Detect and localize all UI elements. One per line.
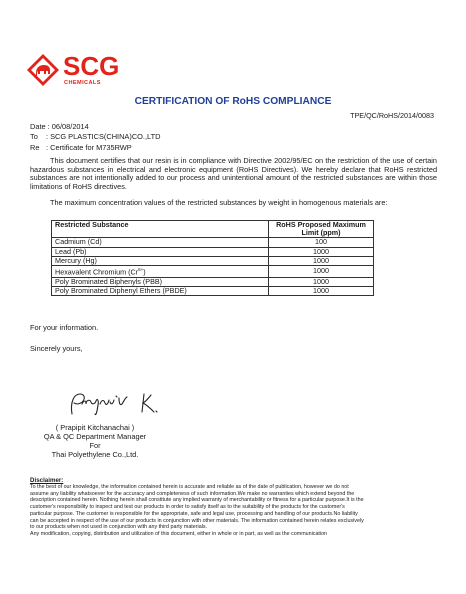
handwritten-signature [64, 388, 184, 422]
table-row [52, 238, 374, 247]
table-header-row [52, 221, 374, 238]
superscript: 6+ [138, 267, 144, 273]
substance-name: Cadmium (Cd) [52, 238, 269, 247]
re-label: Re [30, 143, 40, 152]
logo-subtitle: CHEMICALS [64, 80, 101, 86]
disclaimer-line: Any modification, copying, distribution and utilization of this document, either in whole or in part, as well as the communication [30, 530, 328, 537]
table-row [52, 277, 374, 286]
table-row [52, 256, 374, 265]
compliance-paragraph-text: This document certifies that our resin is in compliance with Directive 2002/95/EC on the restriction of the use of certain hazardous substances in electrical and electronic equipment (RoHS Directives). We hereby declare that RoHS restricted substances are not intentionally added to our process and unintentional amount of the restricted substances are within those limitations of RoHS directives. [30, 156, 437, 192]
document-title: CERTIFICATION OF RoHS COMPLIANCE [134, 96, 332, 107]
disclaimer-line: customer's responsibility to inspect and test our products in order to satisfy itself as to the suitability of the products for the customer's [30, 504, 345, 511]
substance-limit: 1000 [269, 256, 374, 265]
substance-name-tail: ) [143, 267, 146, 277]
logo-wordmark: SCG [63, 51, 120, 81]
signer-company: Thai Polyethylene Co.,Ltd. [51, 450, 139, 459]
signer-position: QA & QC Department Manager [43, 432, 147, 441]
header-limit: RoHS Proposed Maximum Limit (ppm) [269, 221, 374, 238]
disclaimer-title: Disclaimer: [30, 477, 64, 484]
substance-name-text: Hexavalent Chromium (Cr [55, 267, 139, 277]
concentration-paragraph [30, 199, 437, 208]
table-row [52, 266, 374, 278]
elephant-emblem-icon [27, 54, 59, 86]
substance-limit: 1000 [269, 266, 374, 278]
disclaimer-line: can be accepted in respect of the use of our products in conjunction with other materials. The information contained herein relates exclusively [30, 517, 364, 524]
substance-name: Mercury (Hg) [52, 256, 269, 265]
substance-limit: 100 [269, 238, 374, 247]
substance-name: Lead (Pb) [52, 247, 269, 256]
disclaimer-line: description contained herein. Nothing herein shall constitute any implied warranty of merchantability or fitness for a particular purpose.It is the [30, 497, 364, 504]
disclaimer-text [30, 484, 440, 538]
substance-name: Poly Brominated Diphenyl Ethers (PBDE) [52, 286, 269, 295]
signer-name: ( Prapipit Kitchanachai ) [55, 423, 135, 432]
substance-limit: 1000 [269, 277, 374, 286]
date-line: Date : 06/08/2014 [30, 122, 89, 131]
re-value: : Certificate for M735RWP [46, 143, 132, 152]
concentration-paragraph-text: The maximum concentration values of the restricted substances by weight in homogenous materials are: [50, 198, 388, 207]
table-row [52, 286, 374, 295]
disclaimer-line: assume any liability whatsoever for the accuracy and completeness of such information.We make no warranties which extend beyond the [30, 490, 355, 497]
for-info-line: For your information. [30, 323, 99, 332]
disclaimer-line: particular purpose. The customer is responsible for the appropriate, safe and legal use, processing and handling of our products.No liability [30, 510, 358, 517]
substance-limit: 1000 [269, 247, 374, 256]
to-label: To [30, 132, 38, 141]
substance-limit: 1000 [269, 286, 374, 295]
scg-logo [27, 51, 120, 88]
header-substance: Restricted Substance [52, 221, 269, 238]
compliance-paragraph [30, 157, 437, 192]
substance-name: Poly Brominated Biphenyls (PBB) [52, 277, 269, 286]
reference-number: TPE/QC/RoHS/2014/0083 [350, 111, 434, 120]
signer-for: For [89, 441, 101, 450]
sincerely-line: Sincerely yours, [30, 344, 83, 353]
disclaimer-line: To the best of our knowledge, the information contained herein is accurate and reliable as of the date of publication, however we do not [30, 484, 349, 490]
restricted-substances-table [51, 220, 374, 296]
disclaimer-line: to our products when not used in conjunction with any third party materials. [30, 524, 208, 531]
table-row [52, 247, 374, 256]
to-value: : SCG PLASTICS(CHINA)CO.,LTD [46, 132, 161, 141]
substance-name [52, 266, 269, 278]
